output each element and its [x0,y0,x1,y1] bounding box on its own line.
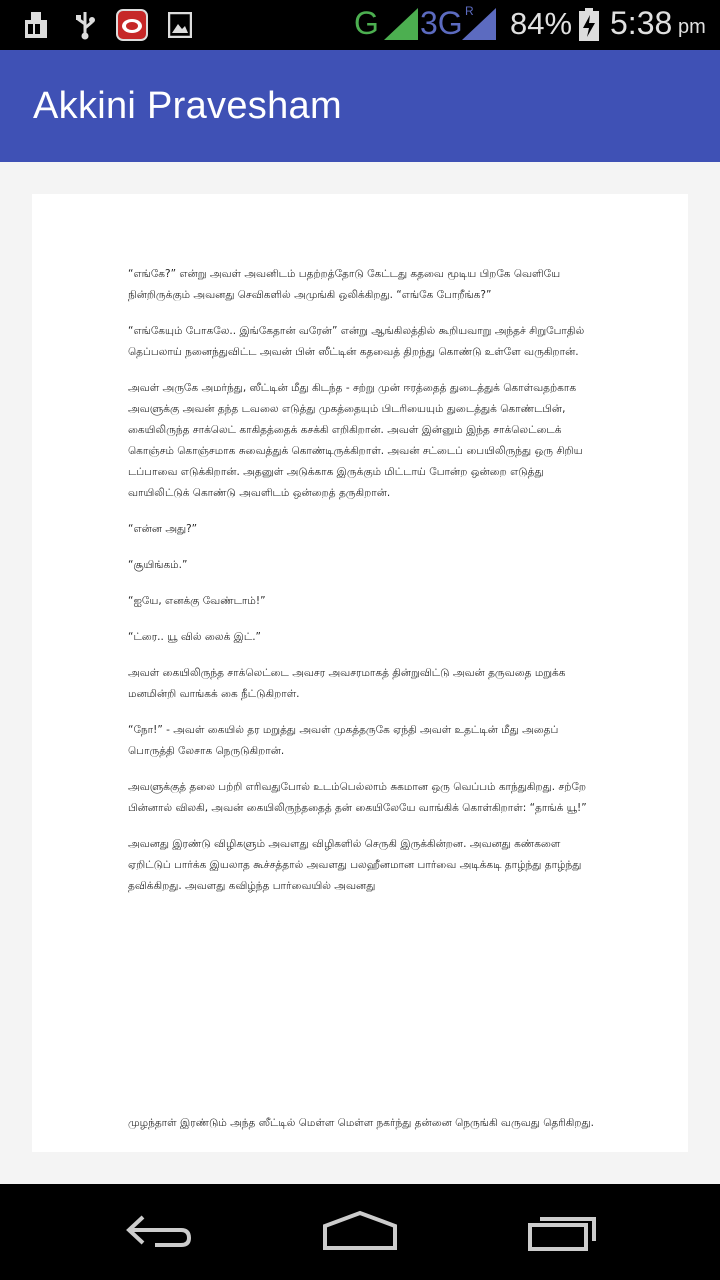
image-icon [168,12,192,42]
home-button[interactable] [305,1208,415,1258]
paragraph: “எங்கே?” என்று அவள் அவனிடம் பதற்றத்தோடு கேட்டது கதவை மூடிய பிறகே வெளியே நின்றிருக்கும் அவனது செவிகளில் அமுங்கி ஒலிக்கிறது. “எங்கே போறீங்க?” [128,268,561,301]
network-3g-label: 3G [420,5,463,41]
signal-icon [384,8,418,44]
page-text [128,264,598,912]
paragraph: “ஐயே, எனக்கு வேண்டாம்!” [128,595,266,607]
app-notification-icon [116,9,148,45]
paragraph: “என்ன அது?” [128,523,198,535]
paragraph: அவள் கையிலிருந்த சாக்லெட்டை அவசர அவசரமாகத் தின்றுவிட்டு அவன் தருவதை மறுக்க மனமின்றி வாங்கக் கை நீட்டுகிறாள். [128,667,566,700]
cleaner-icon [22,10,50,44]
home-icon [322,1210,398,1256]
paragraph: “ட்ரை.. யூ வில் லைக் இட்.” [128,631,261,643]
content-area[interactable] [0,162,720,1184]
paragraph: அவனது இரண்டு விழிகளும் அவளது விழிகளில் செருகி இருக்கின்றன. அவனது கண்களை ஏறிட்டுப் பார்க்க இயலாத கூச்சத்தால் அவளது பலஹீனமான பார்வை அடிக்கடி தாழ்ந்து தாழ்ந்து தவிக்கிறது. அவளது கவிழ்ந்த பார்வையில் அவனது [128,838,582,892]
battery-percent: 84% [510,6,573,41]
status-bar [0,0,720,50]
network-g-label: G [354,5,379,41]
battery-icon [578,8,600,46]
navigation-bar [0,1184,720,1280]
back-icon [125,1211,195,1255]
app-bar [0,50,720,162]
paragraph: அவளுக்குத் தலை பற்றி எரிவதுபோல் உடம்பெல்லாம் சுகமான ஒரு வெப்பம் காந்துகிறது. சற்றே பின்னால் விலகி, அவன் கையிலிருந்ததைத் தன் கையிலேயே வாங்கிக் கொள்கிறாள்: “தாங்க் யூ!” [128,781,587,814]
paragraph: “நோ!” - அவள் கையில் தர மறுத்து அவள் முகத்தருகே ஏந்தி அவள் உதட்டின் மீது அதைப் பொருத்தி லேசாக நெருடுகிறான். [128,724,559,757]
paragraph: “எங்கேயும் போகலே.. இங்கேதான் வரேன்” என்று ஆங்கிலத்தில் கூறியவாறு அந்தச் சிறுபோதில் தெப்பலாய் நனைந்துவிட்ட அவன் பின் ஸீட்டின் கதவைத் திறந்து கொண்டு உள்ளே வருகிறான். [128,325,585,358]
clock-time: 5:38 [610,5,673,41]
book-page[interactable] [32,194,688,1152]
bottom-paragraph: முழந்தாள் இரண்டும் அந்த ஸீட்டில் மெள்ள மெள்ள நகர்ந்து தன்னை நெருங்கி வருவது தெரிகிறது. [128,1117,594,1129]
paragraph: அவள் அருகே அமர்ந்து, ஸீட்டின் மீது கிடந்த - சற்று முன் ஈரத்தைத் துடைத்துக் கொள்வதற்காக அவளுக்கு அவன் தந்த டவலை எடுத்து முகத்தையும் பிடரியையும் துடைத்துக் கொண்டபின், கையிலிருந்த சாக்லெட் காகிதத்தைக் கசக்கி எறிகிறான். அவள் இன்னும் இந்த சாக்லெட்டைக் கொஞ்சம் கொஞ்சமாக சுவைத்துக் கொண்டிருக்கிறாள். அவன் சட்டைப் பையிலிருந்து ஒரு சிறிய டப்பாவை எடுக்கிறான். அதனுள் அடுக்காக இருக்கும் மிட்டாய் போன்ற ஒன்றை எடுத்து வாயிலிட்டுக் கொண்டு அவளிடம் ஒன்றைத் தருகிறான். [128,382,583,499]
recents-button[interactable] [508,1208,618,1258]
clock-ampm: pm [678,16,706,38]
signal-3g-icon [462,8,496,44]
app-title: Akkini Pravesham [33,85,342,127]
paragraph: “சூயிங்கம்.” [128,559,188,571]
back-button[interactable] [105,1208,215,1258]
usb-icon [74,10,96,44]
recents-icon [527,1211,599,1255]
roaming-label: R [465,4,474,18]
